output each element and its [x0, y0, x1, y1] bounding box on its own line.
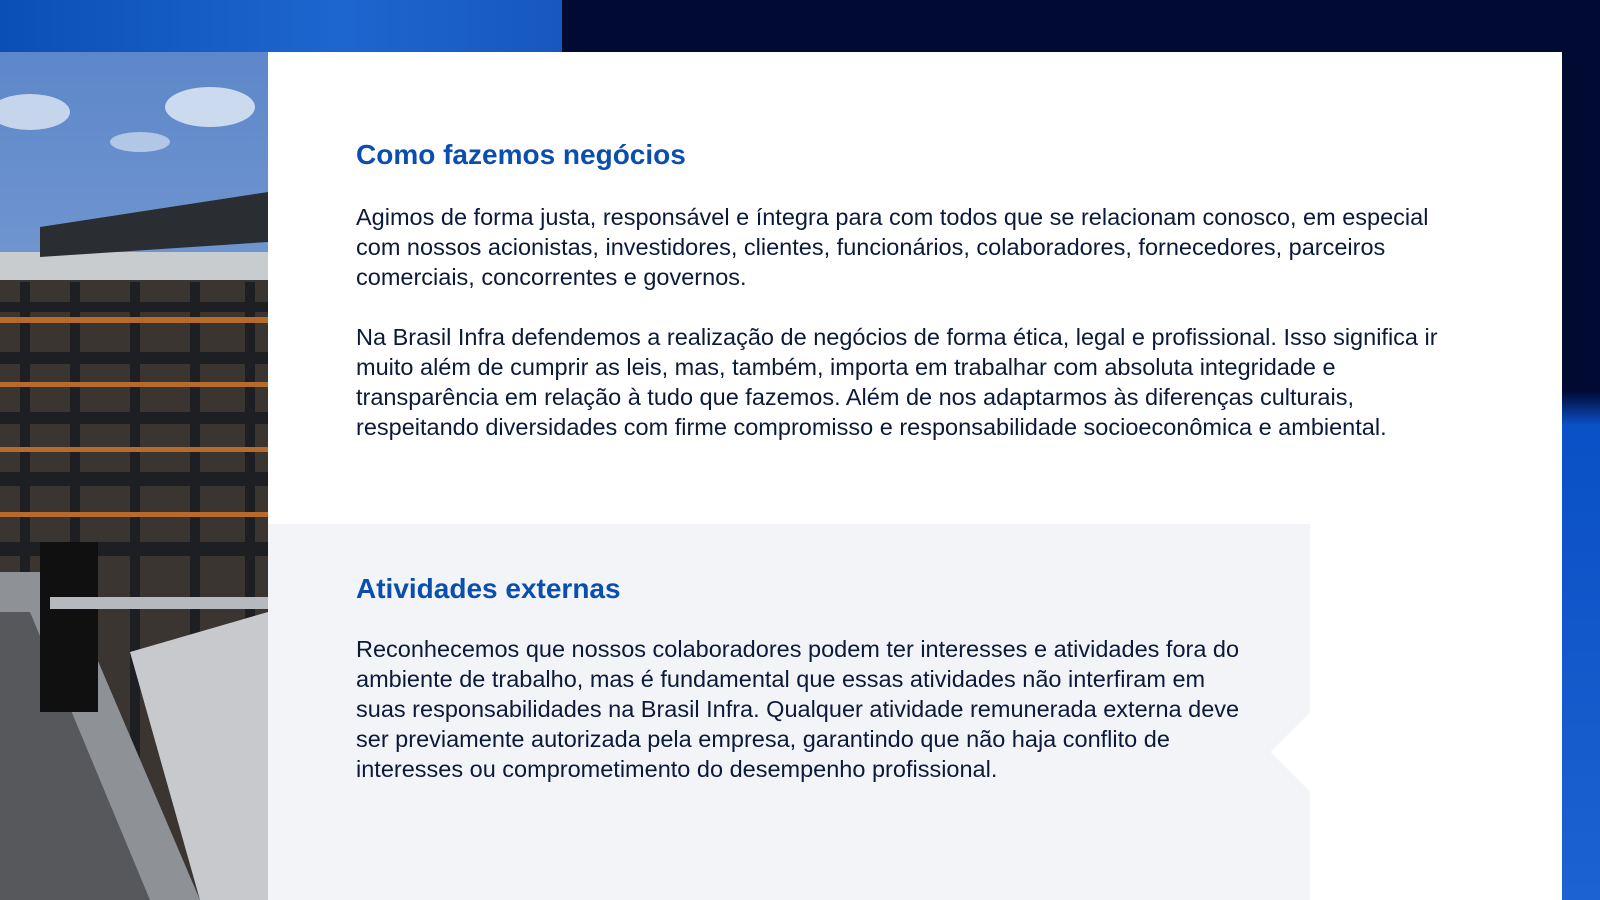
section-paragraph: Na Brasil Infra defendemos a realização de negócios de forma ética, legal e profissional. Isso significa ir muito além de cumprir as leis, mas, também, importa em trabalhar com absoluta integridade e transparência em relação à tudo que fazemos. Além de nos adaptarmos às diferenças culturais, respeitando diversidades com firme compromisso e responsabilidade socioeconômica e ambiental.	[356, 324, 1438, 440]
section-heading: Como fazemos negócios	[356, 139, 686, 170]
section-heading: Atividades externas	[356, 573, 621, 604]
content-card	[268, 52, 1562, 900]
section-how-we-do-business	[356, 138, 1476, 442]
construction-site-photo	[0, 52, 268, 900]
section-external-activities	[356, 572, 1256, 784]
top-blue-band	[0, 0, 562, 52]
section-paragraph: Reconhecemos que nossos colaboradores podem ter interesses e atividades fora do ambiente de trabalho, mas é fundamental que essas atividades não interfiram em suas responsabilidades na Brasil Infra. Qualquer atividade remunerada externa deve ser previamente autorizada pela empresa, garantindo que não haja conflito de interesses ou comprometimento do desempenho profissional.	[356, 636, 1240, 782]
section-paragraph: Agimos de forma justa, responsável e íntegra para com todos que se relacionam conosco, em especial com nossos acionistas, investidores, clientes, funcionários, colaboradores, fornecedores, parceiros comerciais, concorrentes e governos.	[356, 204, 1429, 290]
right-blue-band	[1562, 52, 1600, 900]
